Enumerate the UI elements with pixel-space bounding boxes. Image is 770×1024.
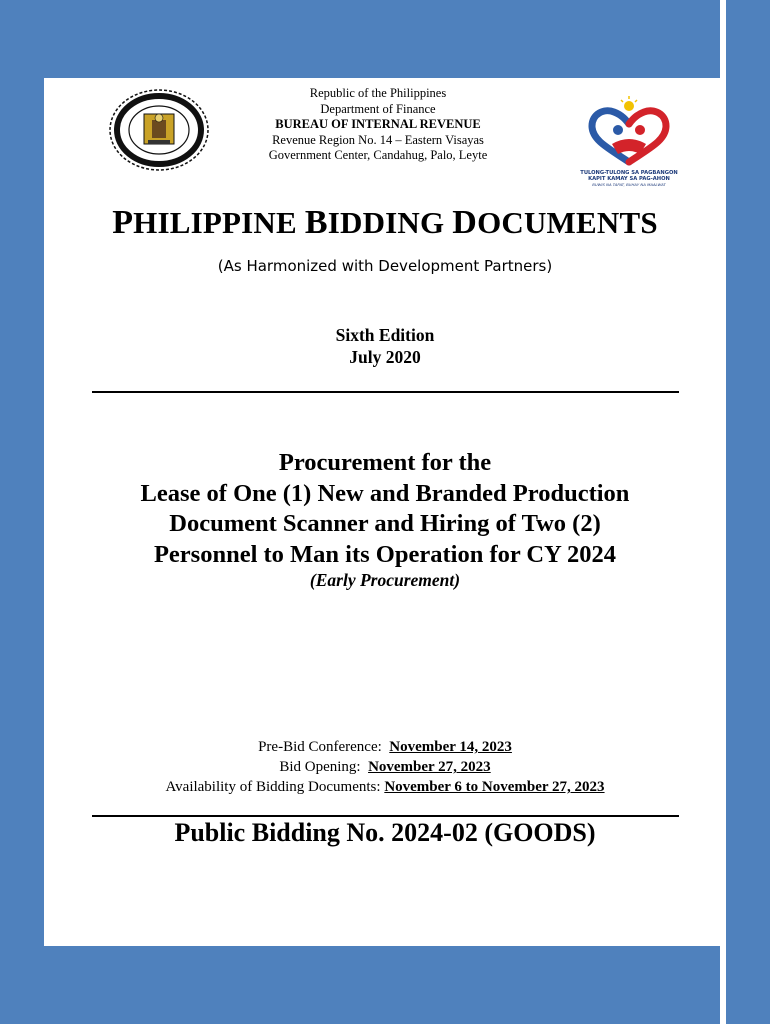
- divider-bottom: [92, 815, 679, 817]
- availability-label: Availability of Bidding Documents:: [165, 779, 381, 795]
- header-line-department: Department of Finance: [320, 101, 436, 116]
- bottom-band: [0, 946, 720, 1024]
- header-line-bureau: BUREAU OF INTERNAL REVENUE: [275, 117, 481, 131]
- bottom-band-right: [726, 946, 770, 1024]
- procurement-line-1: Procurement for the: [278, 449, 492, 476]
- prebid-line: [0, 737, 770, 757]
- opening-date: November 27, 2023: [368, 759, 491, 775]
- procurement-line-2: Lease of One (1) New and Branded Production: [140, 479, 630, 507]
- logo-tagline-1: TULONG-TULONG SA PAGBANGON: [580, 170, 678, 176]
- procurement-note: (Early Procurement): [309, 570, 461, 590]
- edition-label: Sixth Edition: [335, 325, 435, 345]
- schedule-block: [0, 737, 770, 797]
- document-subtitle: (As Harmonized with Development Partners): [217, 257, 553, 275]
- header-line-address: Government Center, Candahug, Palo, Leyte: [268, 148, 488, 162]
- opening-line: [0, 757, 770, 777]
- logo-tagline-2: KAPIT KAMAY SA PAG-AHON: [588, 176, 670, 182]
- campaign-heart-logo: [578, 96, 680, 192]
- prebid-label: Pre-Bid Conference:: [258, 739, 382, 755]
- procurement-title: [0, 448, 770, 570]
- header-line-region: Revenue Region No. 14 – Eastern Visayas: [272, 132, 484, 147]
- divider-top: [92, 391, 679, 393]
- document-title: PHILIPPINE BIDDING DOCUMENTS: [112, 204, 658, 241]
- opening-label: Bid Opening:: [279, 759, 361, 775]
- prebid-date: November 14, 2023: [389, 739, 512, 755]
- procurement-line-3: Document Scanner and Hiring of Two (2): [169, 510, 601, 537]
- bir-seal-logo: [108, 88, 210, 172]
- availability-line: [0, 777, 770, 797]
- top-band: [0, 0, 720, 78]
- public-bidding-number: Public Bidding No. 2024-02 (GOODS): [174, 818, 596, 847]
- edition-date: July 2020: [349, 347, 421, 367]
- header-line-republic: Republic of the Philippines: [309, 86, 447, 100]
- availability-dates: November 6 to November 27, 2023: [384, 779, 605, 795]
- logo-tagline-3: BUWIS NA TAPAT, BUHAY NA MAALWAT: [592, 182, 666, 187]
- edition-block: [0, 324, 770, 368]
- agency-header: [200, 86, 556, 164]
- procurement-line-4: Personnel to Man its Operation for CY 2024: [153, 540, 617, 568]
